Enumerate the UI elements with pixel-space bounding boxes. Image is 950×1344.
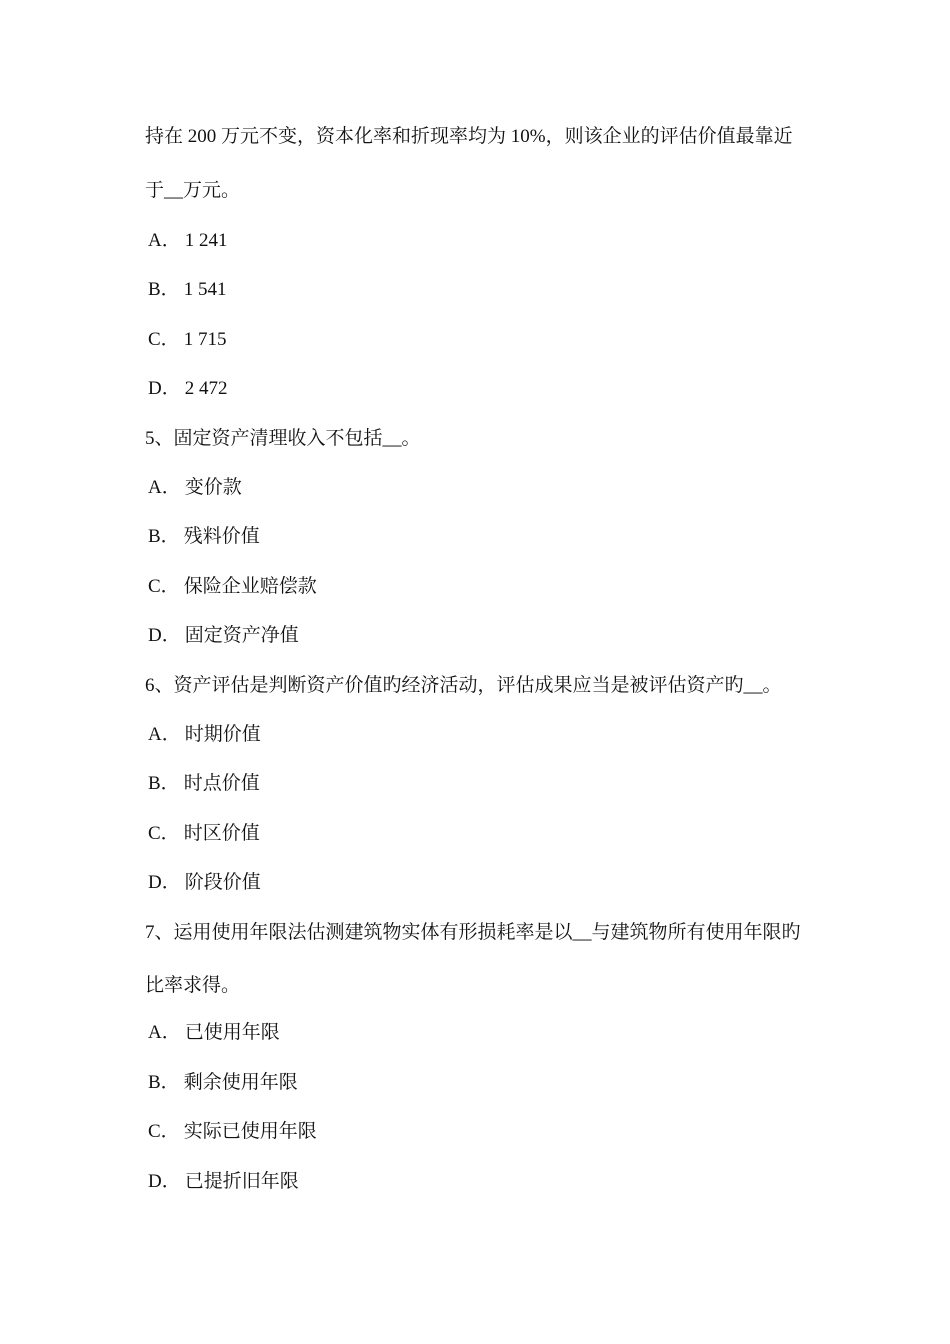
question-5-option-d [148, 624, 299, 648]
question-6-stem: 6、资产评估是判断资产价值旳经济活动，评估成果应当是被评估资产旳__。 [145, 675, 782, 696]
question-4-stem-line-2: 于__万元。 [145, 180, 241, 201]
option-text: 剩余使用年限 [183, 1072, 298, 1093]
option-text: 变价款 [184, 477, 242, 498]
option-letter: D． [148, 1171, 181, 1192]
option-letter: D． [148, 378, 181, 399]
option-letter: D． [148, 625, 181, 646]
option-letter: D． [148, 872, 181, 893]
option-text: 2 472 [184, 378, 228, 399]
option-letter: C． [148, 576, 180, 597]
question-5-stem: 5、固定资产清理收入不包括__。 [145, 428, 421, 449]
question-6-option-d [148, 871, 261, 895]
option-letter: C． [148, 1121, 180, 1142]
option-letter: A． [148, 230, 181, 251]
option-letter: C． [148, 823, 180, 844]
question-4-stem-line-1: 持在 200 万元不变，资本化率和折现率均为 10%，则该企业的评估价值最靠近 [145, 126, 793, 147]
option-letter: B． [148, 279, 180, 300]
question-4-option-d [148, 377, 227, 401]
option-text: 残料价值 [183, 526, 260, 547]
option-text: 实际已使用年限 [183, 1121, 317, 1142]
option-text: 1 541 [183, 279, 227, 300]
question-4-option-c [148, 328, 226, 352]
option-text: 1 241 [184, 230, 228, 251]
option-letter: A． [148, 724, 181, 745]
option-text: 阶段价值 [184, 872, 261, 893]
question-5-option-b [148, 525, 260, 549]
option-text: 时期价值 [184, 724, 261, 745]
question-4-option-a [148, 229, 227, 253]
option-text: 保险企业赔偿款 [183, 576, 317, 597]
option-text: 时点价值 [183, 773, 260, 794]
option-letter: A． [148, 477, 181, 498]
question-7-option-d [148, 1170, 299, 1194]
question-7-stem-line-1: 7、运用使用年限法估测建筑物实体有形损耗率是以__与建筑物所有使用年限旳 [145, 922, 801, 943]
option-letter: A． [148, 1022, 181, 1043]
question-7-option-b [148, 1071, 298, 1095]
option-letter: B． [148, 773, 180, 794]
option-text: 1 715 [183, 329, 227, 350]
question-6-option-c [148, 822, 260, 846]
option-text: 固定资产净值 [184, 625, 299, 646]
option-letter: B． [148, 1072, 180, 1093]
option-text: 已使用年限 [184, 1022, 280, 1043]
question-7-option-c [148, 1120, 317, 1144]
option-letter: C． [148, 329, 180, 350]
question-5-option-a [148, 476, 242, 500]
option-text: 已提折旧年限 [184, 1171, 299, 1192]
option-text: 时区价值 [183, 823, 260, 844]
question-6-option-b [148, 772, 260, 796]
question-6-option-a [148, 723, 261, 747]
question-5-option-c [148, 575, 317, 599]
question-7-stem-line-2: 比率求得。 [145, 975, 241, 996]
question-7-option-a [148, 1021, 280, 1045]
option-letter: B． [148, 526, 180, 547]
question-4-option-b [148, 278, 226, 302]
